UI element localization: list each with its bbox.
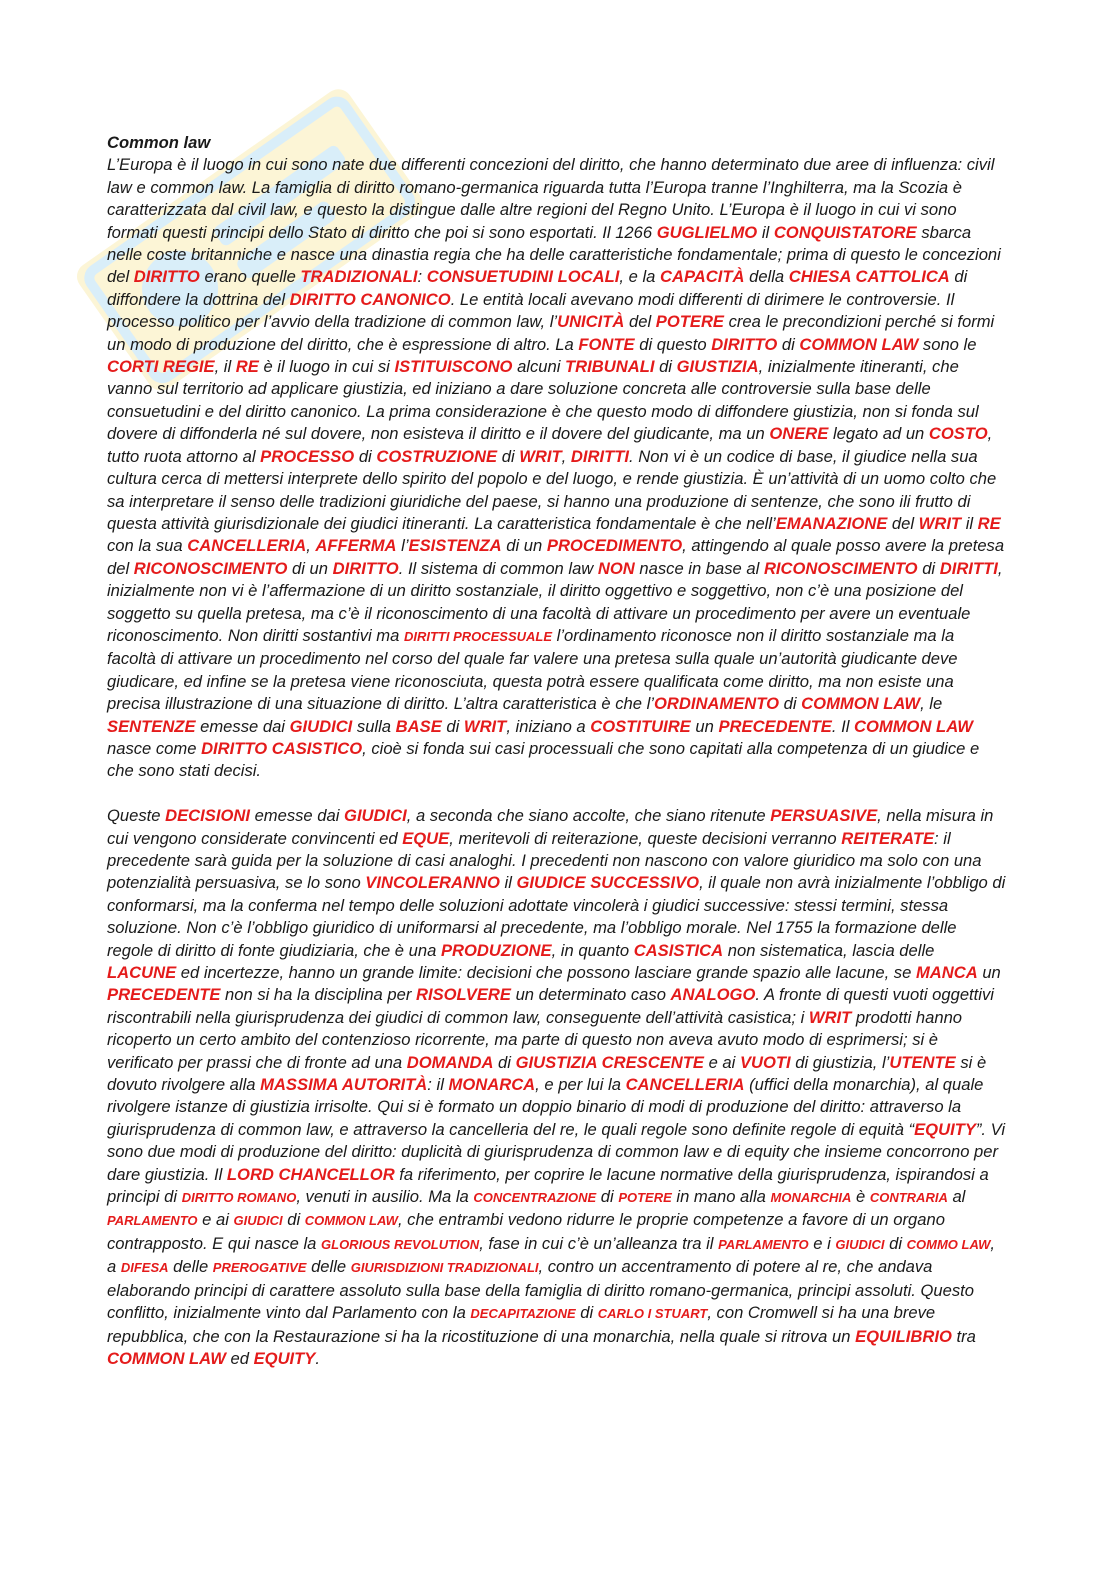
- body-text: erano quelle: [199, 267, 301, 287]
- body-text: e ai: [703, 1052, 740, 1072]
- body-text: si è dovuto rivolgere alla: [107, 1052, 987, 1095]
- body-text: (uffici della monarchia), al quale rivolgere istanze di giustizia irrisolte. Qui si è formato un doppio binario di modi di produzione del diritto: attraverso la giurisprudenza di common law, e attraverso la cancelleria del re, le quali regole sono definite regole di equità “: [107, 1075, 984, 1139]
- highlighted-term: DIRITTI: [939, 558, 998, 578]
- body-text: , e per lui la: [535, 1075, 626, 1095]
- body-text: di: [282, 1210, 305, 1230]
- body-text: : il: [427, 1075, 449, 1095]
- highlighted-term: COMMO LAW: [906, 1236, 991, 1252]
- highlighted-term: GIUDICI: [233, 1213, 283, 1229]
- body-text: di: [575, 1303, 598, 1323]
- body-text: emesse dai: [249, 806, 345, 826]
- highlighted-term: EQUITY: [253, 1348, 316, 1368]
- body-text: nasce come: [107, 738, 202, 758]
- highlighted-term: DIRITTO: [133, 267, 200, 287]
- highlighted-term: GLORIOUS REVOLUTION: [321, 1236, 480, 1252]
- highlighted-term: RISOLVERE: [415, 985, 511, 1005]
- highlighted-term: GIUDICE SUCCESSIVO: [516, 873, 700, 893]
- highlighted-term: CAPACITÀ: [659, 267, 745, 287]
- body-text: di questo: [634, 334, 712, 354]
- highlighted-term: SENTENZE: [107, 716, 196, 736]
- body-text: , a seconda che siano accolte, che siano ritenute: [406, 806, 771, 826]
- highlighted-term: RICONOSCIMENTO: [133, 558, 288, 578]
- body-text: ”. Vi sono due modi di produzione del diritto: duplicità di giurisprudenza di common law e di equity che insieme concorrono per dare giustizia. Il: [107, 1119, 1006, 1184]
- highlighted-term: UNICITÀ: [557, 312, 625, 332]
- highlighted-term: ANALOGO: [670, 985, 756, 1005]
- highlighted-term: COSTO: [928, 424, 988, 444]
- body-text: alcuni: [512, 357, 566, 377]
- body-text: . Non vi è un codice di base, il giudice nella sua cultura cerca di mettersi interprete dello spirito del popolo e del luogo, e rende giustizia. È un’attività di un uomo colto che sa interpretare il senso delle tradizioni giuridiche del paese, si hanno una produzione di sentenze, che sono ili frutto di questa attività giurisdizionale dei giudici itineranti. La caratteristica fondamentale è che nell’: [107, 446, 997, 533]
- body-text: in mano alla: [671, 1187, 771, 1207]
- body-text: , inizialmente itineranti, che vanno sul territorio ad applicare giustizia, ed iniziano a dare soluzione concreta alle controversie sulla base delle consuetudini e del diritto canonico. La prima considerazione è che questo modo di diffondere giustizia, non si fonda sul dovere di diffonderla né sul dovere, non esisteva il diritto e il dovere del giudicante, ma un: [107, 357, 979, 444]
- highlighted-term: CANCELLERIA: [187, 536, 307, 556]
- highlighted-term: WRIT: [918, 513, 962, 533]
- body-text: non si ha la disciplina per: [220, 985, 416, 1005]
- body-text: l’: [396, 536, 409, 556]
- highlighted-term: COMMON LAW: [799, 334, 919, 354]
- body-text: , che entrambi vedono ridurre le proprie competenze a favore di un organo contrapposto. E qui nasce la: [107, 1210, 945, 1253]
- highlighted-term: TRADIZIONALI: [300, 267, 418, 287]
- body-text: di: [917, 558, 940, 578]
- highlighted-term: GIUDICI: [835, 1236, 885, 1252]
- body-text: tra: [951, 1326, 976, 1346]
- highlighted-term: DIFESA: [120, 1260, 169, 1276]
- body-text: un determinato caso: [510, 985, 671, 1005]
- highlighted-term: ORDINAMENTO: [653, 694, 780, 714]
- body-text: di: [493, 1052, 516, 1072]
- body-text: L’Europa è il luogo in cui sono nate due differenti concezioni del diritto, che hanno determinato due aree di influenza: civil law e common law. La famiglia di diritto romano-germanica riguarda tutta l’Europa tranne l’Inghilterra, ma la Scozia è caratterizzata dal civil law, e questo la distingue dalle altre regioni del Regno Unito. L’Europa è il luogo in cui vi sono formati questi principi dello Stato di diritto che poi si sono esportati. Il 1266: [107, 155, 995, 242]
- highlighted-term: CORTI REGIE: [107, 357, 215, 377]
- body-text: sulla: [352, 716, 396, 736]
- highlighted-term: PRODUZIONE: [440, 940, 552, 960]
- body-text: del: [624, 312, 656, 332]
- body-text: è il luogo in cui si: [258, 357, 395, 377]
- body-text: di: [884, 1233, 907, 1253]
- body-text: , attingendo al quale posso avere la pretesa del: [107, 536, 1005, 578]
- body-text: , venuti in ausilio. Ma la: [296, 1187, 474, 1207]
- highlighted-term: MONARCA: [448, 1075, 536, 1095]
- body-text: ed: [225, 1348, 254, 1368]
- highlighted-term: EQUILIBRIO: [855, 1326, 952, 1346]
- body-text: di: [779, 694, 802, 714]
- highlighted-term: CONQUISTATORE: [773, 222, 917, 242]
- body-text: : il precedente sarà guida per la soluzione di casi analoghi. I precedenti non nascono con valore giuridico ma solo con una potenzialità persuasiva, se lo sono: [107, 828, 982, 893]
- highlighted-term: DECAPITAZIONE: [470, 1306, 576, 1322]
- highlighted-term: MANCA: [915, 963, 978, 983]
- body-text: delle: [306, 1257, 351, 1277]
- body-text: , e la: [619, 267, 660, 287]
- body-text: , fase in cui c’è un’alleanza tra il: [479, 1233, 719, 1253]
- highlighted-term: POTERE: [618, 1190, 672, 1206]
- body-text: . Il: [831, 716, 855, 736]
- body-text: di: [777, 334, 800, 354]
- highlighted-term: CONTRARIA: [869, 1190, 948, 1206]
- body-text: , nella misura in cui vengono considerate convincenti ed: [107, 806, 994, 848]
- body-text: di: [354, 446, 377, 466]
- highlighted-term: NON: [597, 558, 635, 578]
- highlighted-term: PRECEDENTE: [718, 716, 832, 736]
- body-text: , tutto ruota attorno al: [107, 424, 993, 466]
- highlighted-term: COMMON LAW: [107, 1348, 226, 1368]
- highlighted-term: MONARCHIA: [770, 1190, 852, 1206]
- highlighted-term: GIUDICI: [344, 806, 407, 826]
- highlighted-term: GIURISDIZIONI TRADIZIONALI: [350, 1260, 539, 1276]
- highlighted-term: CONCENTRAZIONE: [473, 1190, 597, 1206]
- highlighted-term: RE: [235, 357, 259, 377]
- body-text: Queste: [107, 806, 166, 826]
- body-text: ed incertezze, hanno un grande limite: decisioni che possono lasciare grande spazio alle lacune, se: [176, 963, 916, 983]
- body-text: l’ordinamento riconosce non il diritto sostanziale ma la facoltà di attivare un procedimento nel corso del quale far valere una pretesa sulla quale un’autorità giudicante deve giudicare, ed infine se la pretesa viene riconosciuta, questa potrà essere qualificata come diritto, ma non esiste una precisa illustrazione di una situazione di diritto. L’altra caratteristica è che l’: [107, 625, 958, 714]
- highlighted-term: PROCEDIMENTO: [546, 536, 683, 556]
- body-text: . Le entità locali avevano modi differenti di dirimere le controversie. Il processo politico per l’avvio della tradizione di common law, l’: [107, 289, 955, 332]
- highlighted-term: DIRITTI PROCESSUALE: [403, 628, 553, 644]
- body-text: di: [654, 357, 677, 377]
- body-text: , iniziano a: [506, 716, 591, 736]
- highlighted-term: ONERE: [769, 424, 829, 444]
- highlighted-term: GIUSTIZIA CRESCENTE: [515, 1052, 704, 1072]
- highlighted-term: LACUNE: [107, 963, 177, 983]
- body-text: con la sua: [107, 536, 188, 556]
- highlighted-term: EQUE: [402, 828, 450, 848]
- body-text: non sistematica, lascia delle: [723, 940, 935, 960]
- highlighted-term: CHIESA CATTOLICA: [788, 267, 950, 287]
- body-text: del: [887, 513, 919, 533]
- body-text: .: [315, 1348, 320, 1368]
- body-text: sbarca nelle coste britanniche e nasce una dinastia regia che ha delle caratteristiche fondamentale; prima di questo le concezioni del: [107, 222, 1001, 287]
- highlighted-term: PARLAMENTO: [107, 1213, 198, 1229]
- highlighted-term: VUOTI: [739, 1052, 791, 1072]
- highlighted-term: DOMANDA: [406, 1052, 494, 1072]
- highlighted-term: REITERATE: [841, 828, 935, 848]
- body-text: il: [757, 222, 774, 242]
- body-text: . Il sistema di common law: [398, 558, 598, 578]
- highlighted-term: COSTRUZIONE: [376, 446, 498, 466]
- highlighted-term: COMMON LAW: [854, 716, 973, 736]
- highlighted-term: MASSIMA AUTORITÀ: [260, 1075, 428, 1095]
- body-text: , cioè si fonda sui casi processuali che sono capitati alla competenza di un giudice e che sono stati decisi.: [107, 738, 980, 781]
- highlighted-term: CARLO I STUART: [597, 1306, 708, 1322]
- highlighted-term: PARLAMENTO: [718, 1236, 809, 1252]
- highlighted-term: CANCELLERIA: [625, 1075, 745, 1095]
- highlighted-term: PREROGATIVE: [212, 1260, 307, 1276]
- body-text: , contro un accentramento di potere al re, che andava elaborando principi di carattere assoluto sulla base della famiglia di diritto romano-germanica, principi assoluti. Questo conflitto, inizialmente vinto dal Parlamento con la: [107, 1257, 975, 1323]
- body-text: crea le precondizioni perché si formi un modo di produzione del diritto, che è espressione di altro. La: [107, 312, 995, 354]
- body-text: prodotti hanno ricoperto un certo ambito del contenzioso ricorrente, ma parte di questo non aveva avuto modo di esprimersi; si è verificato per prassi che di fronte ad una: [107, 1007, 963, 1072]
- body-text: ,: [306, 536, 316, 556]
- highlighted-term: ISTITUISCONO: [394, 357, 513, 377]
- highlighted-term: UTENTE: [889, 1052, 956, 1072]
- body-text: :: [417, 267, 427, 287]
- body-text: ,: [561, 446, 571, 466]
- highlighted-term: RE: [977, 513, 1001, 533]
- highlighted-term: TRIBUNALI: [565, 357, 655, 377]
- body-text: fa riferimento, per coprire le lacune normative della giurisprudenza, ispirandosi a principi di: [107, 1164, 989, 1207]
- body-text: di un: [287, 558, 333, 578]
- body-text: un: [690, 716, 719, 736]
- highlighted-term: PROCESSO: [260, 446, 355, 466]
- highlighted-term: GUGLIELMO: [656, 222, 758, 242]
- body-text: , in quanto: [551, 940, 634, 960]
- body-text: emesse dai: [195, 716, 290, 736]
- body-text: il: [961, 513, 978, 533]
- highlighted-term: VINCOLERANNO: [365, 873, 500, 893]
- highlighted-term: DIRITTO CASISTICO: [201, 738, 363, 758]
- body-text: di: [497, 446, 520, 466]
- highlighted-term: DIRITTO: [711, 334, 778, 354]
- highlighted-term: COMMON LAW: [304, 1213, 398, 1229]
- highlighted-term: COSTITUIRE: [590, 716, 691, 736]
- body-text: e i: [808, 1233, 836, 1253]
- body-text: legato ad un: [828, 424, 929, 444]
- highlighted-term: RICONOSCIMENTO: [763, 558, 918, 578]
- highlighted-term: LORD CHANCELLOR: [226, 1164, 395, 1184]
- body-text: , a: [107, 1233, 996, 1277]
- highlighted-term: DECISIONI: [165, 806, 250, 826]
- document-body: [107, 154, 1007, 1370]
- highlighted-term: PERSUASIVE: [770, 806, 878, 826]
- highlighted-term: CASISTICA: [633, 940, 724, 960]
- paragraph: [107, 805, 1007, 1370]
- body-text: , il: [214, 357, 236, 377]
- body-text: , inizialmente non vi è l’affermazione di un diritto sostanziale, il diritto oggettivo e soggettivo, non c’è una posizione del soggetto su quella pretesa, ma c’è il riconoscimento di una facoltà di attivare un procedimento per avere un eventuale riconoscimento. Non diritti sostantivi ma: [107, 558, 1003, 645]
- body-text: , con Cromwell si ha una breve repubblica, che con la Restaurazione si ha la ricostituzione di una monarchia, nella quale si ritrova un: [107, 1303, 936, 1346]
- highlighted-term: DIRITTO ROMANO: [181, 1190, 297, 1206]
- highlighted-term: ESISTENZA: [408, 536, 502, 556]
- highlighted-term: PRECEDENTE: [107, 985, 221, 1005]
- paragraph: [107, 154, 1007, 782]
- highlighted-term: DIRITTI: [570, 446, 629, 466]
- body-text: sono le: [918, 334, 977, 354]
- body-text: il: [499, 873, 517, 893]
- body-text: di diffondere la dottrina del: [107, 267, 968, 309]
- highlighted-term: DIRITTO CANONICO: [289, 289, 451, 309]
- body-text: . A fronte di questi vuoti oggettivi riscontrabili nella giurisprudenza dei giudici di common law, conseguente dell’attività casistica; i: [107, 985, 994, 1027]
- body-text: di: [596, 1187, 619, 1207]
- highlighted-term: WRIT: [519, 446, 562, 466]
- body-text: di un: [501, 536, 547, 556]
- highlighted-term: GIUSTIZIA: [676, 357, 759, 377]
- body-text: e ai: [197, 1210, 234, 1230]
- body-text: , le: [920, 694, 943, 714]
- highlighted-term: COMMON LAW: [801, 694, 921, 714]
- body-text: , meritevoli di reiterazione, queste decisioni verranno: [449, 828, 842, 848]
- body-text: della: [744, 267, 789, 287]
- highlighted-term: EQUITY: [914, 1119, 976, 1139]
- document-title: Common law: [107, 133, 211, 152]
- highlighted-term: POTERE: [655, 312, 724, 332]
- highlighted-term: GIUDICI: [289, 716, 353, 736]
- body-text: nasce in base al: [634, 558, 764, 578]
- body-text: al: [947, 1187, 966, 1207]
- document-page: [107, 132, 1007, 1370]
- highlighted-term: WRIT: [808, 1007, 852, 1027]
- highlighted-term: FONTE: [578, 334, 635, 354]
- body-text: delle: [168, 1257, 213, 1277]
- body-text: di giustizia, l’: [790, 1052, 890, 1072]
- body-text: di: [441, 716, 464, 736]
- highlighted-term: BASE: [395, 716, 442, 736]
- highlighted-term: CONSUETUDINI LOCALI: [426, 267, 620, 287]
- body-text: , il quale non avrà inizialmente l’obbligo di conformarsi, ma la conferma nel tempo delle soluzioni adottate vincolerà i giudici successive: stessi termini, stessa soluzione. Non c’è l’obbligo giuridico di uniformarsi al precedente, ma l’obbligo morale. Nel 1755 la formazione delle regole di diritto di fonte giudiziaria, che è una: [107, 873, 1006, 960]
- highlighted-term: AFFERMA: [315, 536, 397, 556]
- body-text: un: [977, 963, 1001, 983]
- highlighted-term: DIRITTO: [332, 558, 399, 578]
- highlighted-term: WRIT: [463, 716, 507, 736]
- highlighted-term: EMANAZIONE: [775, 513, 888, 533]
- body-text: è: [851, 1187, 870, 1207]
